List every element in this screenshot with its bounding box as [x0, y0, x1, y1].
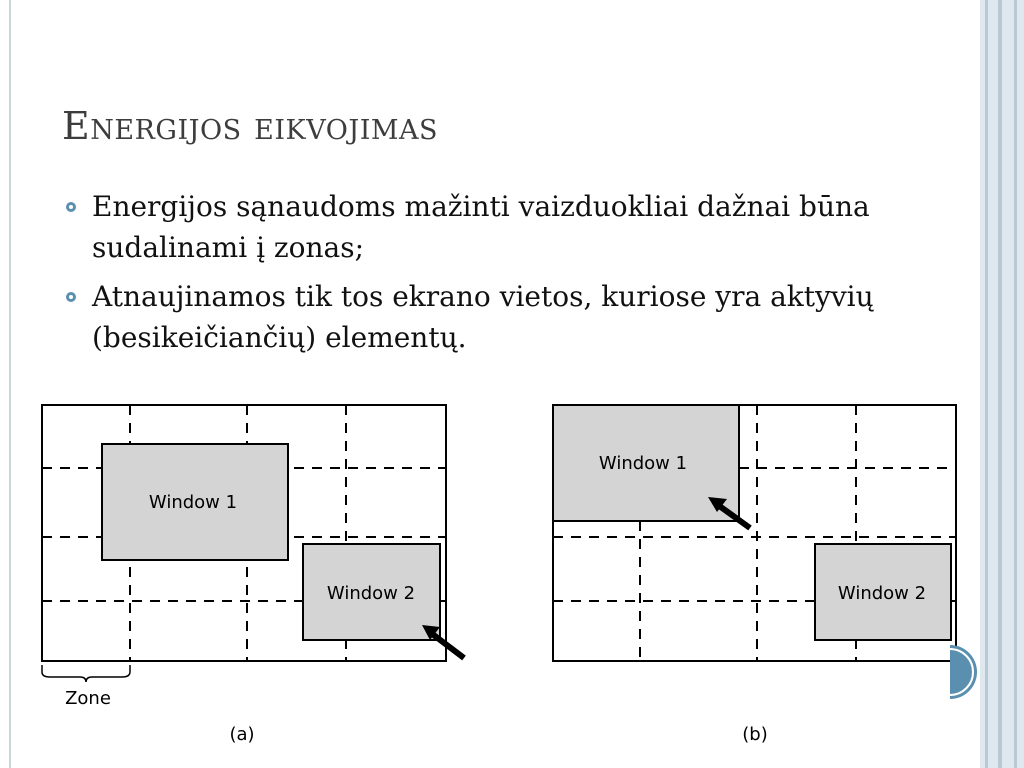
bullet-item [62, 186, 922, 268]
zones-figure [30, 395, 970, 745]
window-2-label-a: Window 2 [326, 583, 416, 604]
bullet-text: Atnaujinamos tik tos ekrano vietos, kuriose yra aktyvių (besikeičiančių) elementų. [92, 280, 874, 354]
zone-brace [42, 665, 130, 682]
caption-a: (a) [229, 724, 255, 745]
bullet-circle-icon [65, 291, 77, 303]
panel-b [553, 405, 956, 745]
zone-label: Zone [65, 688, 111, 709]
bullet-text: Energijos sąnaudoms mažinti vaizduokliai dažnai būna sudalinami į zonas; [92, 190, 870, 264]
window-1-label-a: Window 1 [148, 492, 238, 513]
slide-title: Energijos eikvojimas [62, 104, 439, 148]
left-border-bar [0, 0, 11, 768]
side-decorative-circle [950, 645, 976, 699]
window-2-label-b: Window 2 [837, 583, 927, 604]
caption-b: (b) [742, 724, 768, 745]
bullet-circle-icon [65, 201, 77, 213]
right-decorative-stripes [980, 0, 1024, 768]
panel-a [42, 405, 464, 745]
window-1-label-b: Window 1 [598, 453, 688, 474]
bullet-item [62, 276, 922, 358]
zones-diagram [30, 395, 970, 745]
bullet-list [62, 186, 922, 366]
